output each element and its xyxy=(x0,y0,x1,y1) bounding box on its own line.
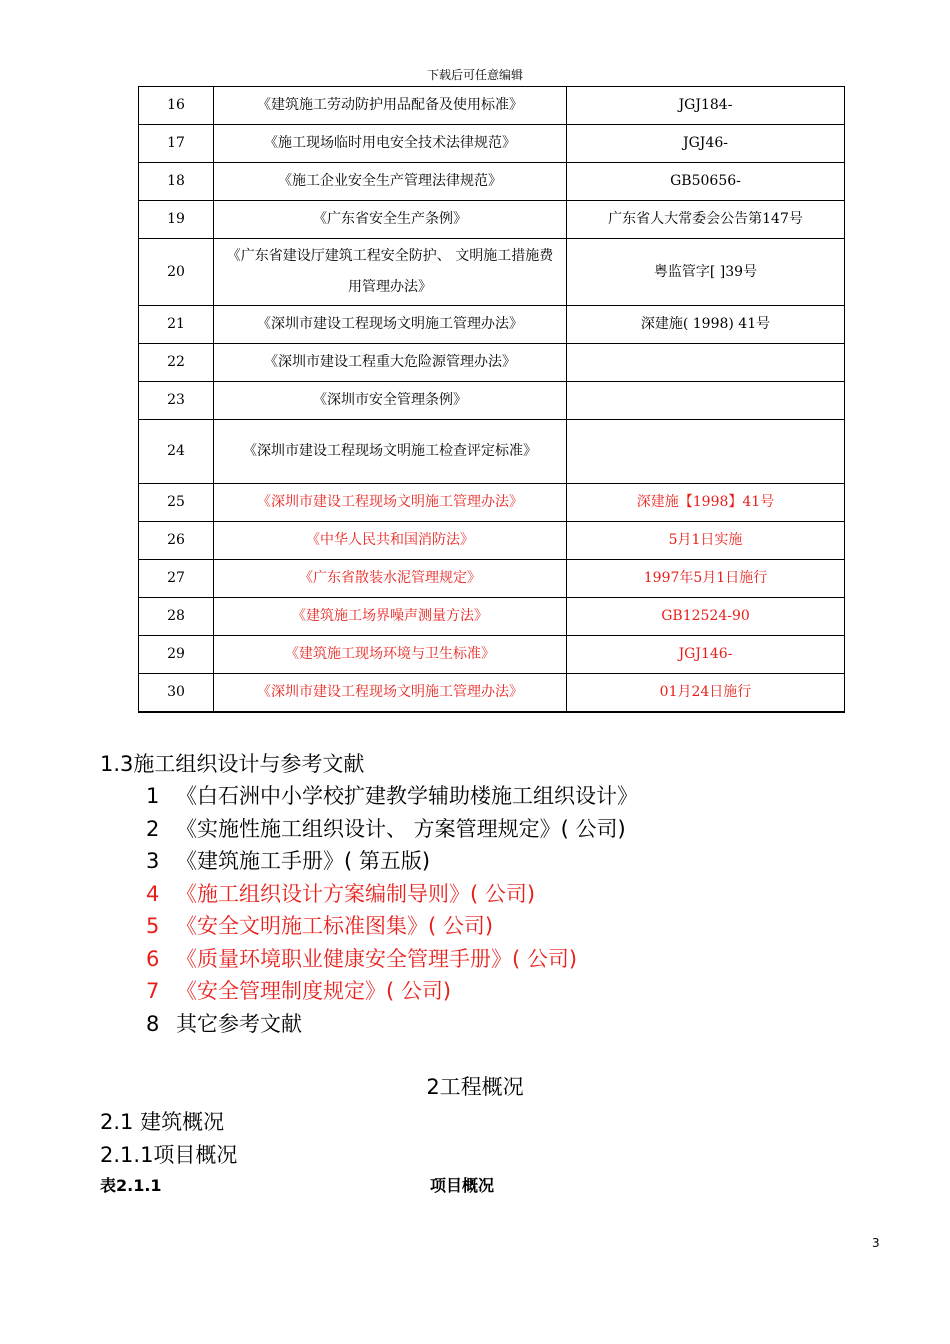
table-row xyxy=(139,239,845,306)
regulation-code-cell: JGJ146- xyxy=(567,636,845,674)
regulation-name-cell: 《施工企业安全生产管理法律规范》 xyxy=(214,163,567,201)
list-item-text: 《安全文明施工标准图集》( 公司) xyxy=(176,914,494,938)
regulation-name-cell: 《建筑施工现场环境与卫生标准》 xyxy=(214,636,567,674)
list-item-number: 8 xyxy=(146,1011,160,1036)
regulation-code-cell: GB50656- xyxy=(567,163,845,201)
row-number-cell: 28 xyxy=(139,598,214,636)
regulation-name-cell: 《广东省安全生产条例》 xyxy=(214,201,567,239)
table-row xyxy=(139,306,845,344)
page-number: 3 xyxy=(872,1236,880,1250)
row-number-cell: 19 xyxy=(139,201,214,239)
regulation-name-cell: 《深圳市建设工程现场文明施工管理办法》 xyxy=(214,674,567,712)
list-item xyxy=(146,910,638,943)
table-row xyxy=(139,382,845,420)
regulation-name-cell: 《深圳市建设工程现场文明施工管理办法》 xyxy=(214,306,567,344)
regulation-name-cell: 《深圳市建设工程现场文明施工管理办法》 xyxy=(214,484,567,522)
row-number-cell: 17 xyxy=(139,125,214,163)
list-item-text: 《白石洲中小学校扩建教学辅助楼施工组织设计》 xyxy=(176,784,638,808)
regulation-code-cell: 广东省人大常委会公告第147号 xyxy=(567,201,845,239)
regulation-name-cell: 《建筑施工劳动防护用品配备及使用标准》 xyxy=(214,87,567,125)
regulation-code-cell: GB12524-90 xyxy=(567,598,845,636)
table-row xyxy=(139,420,845,484)
table-row xyxy=(139,598,845,636)
table-row xyxy=(139,484,845,522)
table-row xyxy=(139,560,845,598)
list-item xyxy=(146,878,638,911)
regulation-code-cell: 深建施( 1998) 41号 xyxy=(567,306,845,344)
regulation-name-cell: 《广东省建设厅建筑工程安全防护、 文明施工措施费用管理办法》 xyxy=(214,239,567,306)
table-row xyxy=(139,636,845,674)
list-item-text: 《建筑施工手册》( 第五版) xyxy=(176,849,431,873)
row-number-cell: 18 xyxy=(139,163,214,201)
row-number-cell: 21 xyxy=(139,306,214,344)
reference-list xyxy=(146,780,638,1040)
list-item xyxy=(146,813,638,846)
list-item-number: 6 xyxy=(146,946,160,971)
row-number-cell: 26 xyxy=(139,522,214,560)
list-item-text: 《安全管理制度规定》( 公司) xyxy=(176,979,452,1003)
list-item-number: 2 xyxy=(146,816,160,841)
section-heading-2-1: 2.1 建筑概况 xyxy=(100,1110,225,1134)
list-item xyxy=(146,1008,638,1041)
list-item-number: 4 xyxy=(146,881,160,906)
regulation-code-cell: 深建施【1998】41号 xyxy=(567,484,845,522)
list-item-number: 7 xyxy=(146,979,160,1003)
row-number-cell: 20 xyxy=(139,239,214,306)
regulation-code-cell xyxy=(567,382,845,420)
row-number-cell: 25 xyxy=(139,484,214,522)
table-row xyxy=(139,125,845,163)
list-item xyxy=(146,780,638,813)
list-item-text: 《质量环境职业健康安全管理手册》( 公司) xyxy=(176,946,578,971)
list-item-text: 《施工组织设计方案编制导则》( 公司) xyxy=(176,881,536,906)
regulation-code-cell: 1997年5月1日施行 xyxy=(567,560,845,598)
section-heading-2-1-1: 2.1.1项目概况 xyxy=(100,1143,238,1167)
regulation-code-cell: 5月1日实施 xyxy=(567,522,845,560)
regulation-code-cell: 01月24日施行 xyxy=(567,674,845,712)
list-item-number: 1 xyxy=(146,784,160,808)
regulation-name-cell: 《广东省散装水泥管理规定》 xyxy=(214,560,567,598)
list-item-number: 3 xyxy=(146,849,160,873)
row-number-cell: 29 xyxy=(139,636,214,674)
regulation-name-cell: 《深圳市安全管理条例》 xyxy=(214,382,567,420)
list-item-text: 其它参考文献 xyxy=(176,1011,302,1036)
list-item-number: 5 xyxy=(146,914,160,938)
list-item-text: 《实施性施工组织设计、 方案管理规定》( 公司) xyxy=(176,816,626,841)
regulation-code-cell xyxy=(567,420,845,484)
list-item xyxy=(146,943,638,976)
regulations-table xyxy=(138,86,845,713)
list-item xyxy=(146,975,638,1008)
regulation-code-cell: JGJ46- xyxy=(567,125,845,163)
table-row xyxy=(139,163,845,201)
table-row xyxy=(139,87,845,125)
row-number-cell: 24 xyxy=(139,420,214,484)
regulation-name-cell: 《中华人民共和国消防法》 xyxy=(214,522,567,560)
row-number-cell: 22 xyxy=(139,344,214,382)
regulation-code-cell: 粤监管字[ ]39号 xyxy=(567,239,845,306)
row-number-cell: 16 xyxy=(139,87,214,125)
table-caption-title: 项目概况 xyxy=(430,1176,495,1195)
table-row xyxy=(139,201,845,239)
row-number-cell: 23 xyxy=(139,382,214,420)
table-row xyxy=(139,522,845,560)
row-number-cell: 30 xyxy=(139,674,214,712)
header-note: 下载后可任意编辑 xyxy=(426,68,523,82)
table-caption: 表2.1.1 xyxy=(100,1176,162,1195)
list-item xyxy=(146,845,638,878)
regulation-name-cell: 《施工现场临时用电安全技术法律规范》 xyxy=(214,125,567,163)
regulation-code-cell: JGJ184- xyxy=(567,87,845,125)
table-row xyxy=(139,674,845,712)
row-number-cell: 27 xyxy=(139,560,214,598)
chapter-title: 2工程概况 xyxy=(426,1075,524,1099)
table-row xyxy=(139,344,845,382)
regulation-name-cell: 《深圳市建设工程现场文明施工检查评定标准》 xyxy=(214,420,567,484)
section-heading-1-3: 1.3施工组织设计与参考文献 xyxy=(100,752,365,776)
regulation-name-cell: 《建筑施工场界噪声测量方法》 xyxy=(214,598,567,636)
regulation-code-cell xyxy=(567,344,845,382)
regulation-name-cell: 《深圳市建设工程重大危险源管理办法》 xyxy=(214,344,567,382)
